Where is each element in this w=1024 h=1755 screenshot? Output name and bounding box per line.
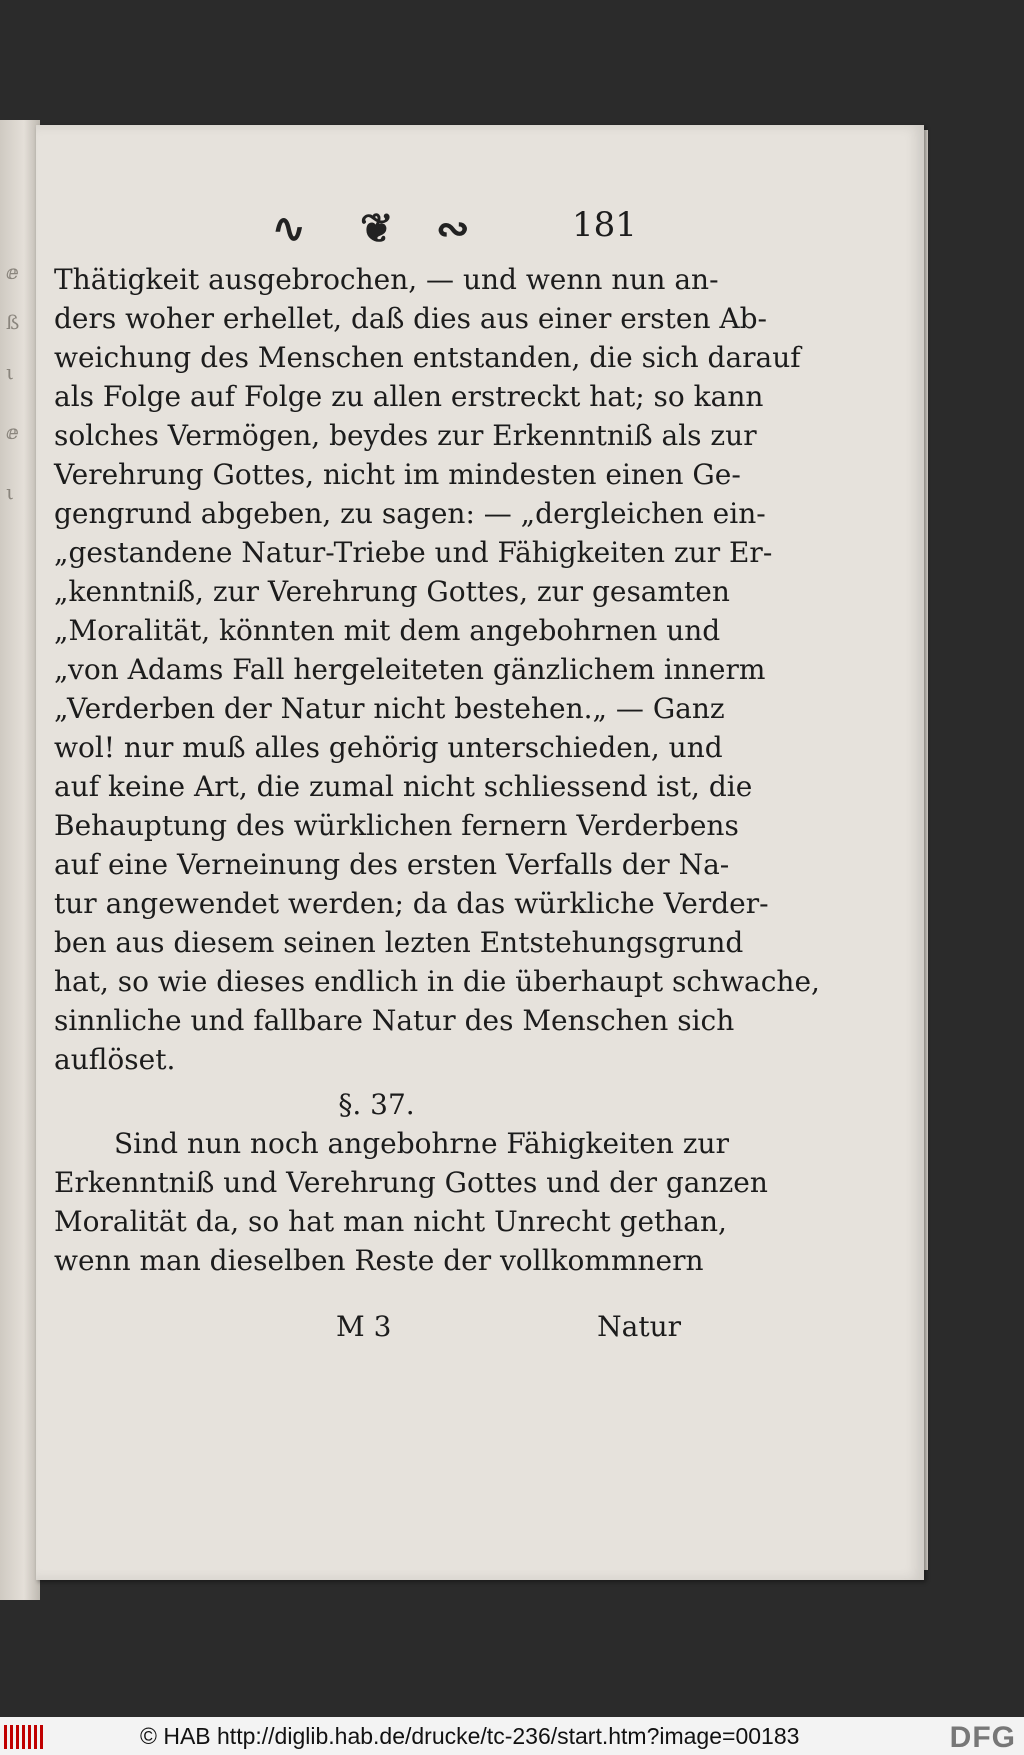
- text-line: wenn man dieselben Reste der vollkommnern: [54, 1244, 704, 1277]
- header-ornament-right: ∾: [436, 205, 470, 252]
- text-line: ders woher erhellet, daß dies aus einer ersten Ab-: [54, 302, 767, 335]
- text-line: auf keine Art, die zumal nicht schliessend ist, die: [54, 770, 753, 803]
- page-footer: [336, 1310, 681, 1350]
- text-line: „kenntniß, zur Verehrung Gottes, zur gesamten: [54, 575, 730, 608]
- text-line: wol! nur muß alles gehörig unterschieden, und: [54, 731, 723, 764]
- text-line: solches Vermögen, beydes zur Erkenntniß als zur: [54, 419, 757, 452]
- text-line: Behauptung des würklichen fernern Verderbens: [54, 809, 739, 842]
- text-line: auf eine Verneinung des ersten Verfalls der Na-: [54, 848, 730, 881]
- book-page: [36, 125, 924, 1580]
- text-line: „gestandene Natur-Triebe und Fähigkeiten zur Er-: [54, 536, 773, 569]
- signature-mark: M 3: [336, 1310, 392, 1343]
- text-line: als Folge auf Folge zu allen erstreckt hat; so kann: [54, 380, 764, 413]
- text-line: „Verderben der Natur nicht bestehen.„ — Ganz: [54, 692, 725, 725]
- strip-mark: ι: [6, 360, 14, 384]
- header-ornament-center: ❦: [360, 205, 394, 252]
- attribution-bar: [0, 1717, 1024, 1755]
- text-line: Erkenntniß und Verehrung Gottes und der ganzen: [54, 1166, 768, 1199]
- text-line: „Moralität, könnten mit dem angebohrnen und: [54, 614, 721, 647]
- body-text: [54, 260, 820, 1280]
- catchword: Natur: [597, 1310, 681, 1343]
- text-line: weichung des Menschen entstanden, die sich darauf: [54, 341, 801, 374]
- text-line: Verehrung Gottes, nicht im mindesten einen Ge-: [54, 458, 741, 491]
- text-line: auflöset.: [54, 1043, 176, 1076]
- header-ornament-left: ∿: [272, 205, 306, 252]
- strip-mark: ß: [6, 310, 20, 334]
- text-line: Thätigkeit ausgebrochen, — und wenn nun an-: [54, 263, 719, 296]
- text-line: gengrund abgeben, zu sagen: — „dergleichen ein-: [54, 497, 766, 530]
- text-line: sinnliche und fallbare Natur des Menschen sich: [54, 1004, 735, 1037]
- strip-mark: ⅇ: [6, 260, 19, 284]
- text-line: Moralität da, so hat man nicht Unrecht gethan,: [54, 1205, 727, 1238]
- text-line: hat, so wie dieses endlich in die überhaupt schwache,: [54, 965, 820, 998]
- text-line: tur angewendet werden; da das würkliche Verder-: [54, 887, 769, 920]
- strip-mark: ι: [6, 480, 14, 504]
- barcode-icon: [4, 1725, 46, 1749]
- text-line: Sind nun noch angebohrne Fähigkeiten zur: [114, 1127, 729, 1160]
- strip-mark: ⅇ: [6, 420, 19, 444]
- section-heading: §. 37.: [338, 1088, 415, 1121]
- text-line: ben aus diesem seinen lezten Entstehungsgrund: [54, 926, 744, 959]
- text-line: „von Adams Fall hergeleiteten gänzlichem innerm: [54, 653, 766, 686]
- page-number: 181: [572, 205, 637, 245]
- dfg-logo: DFG: [949, 1721, 1016, 1754]
- adjacent-page-strip: [0, 120, 40, 1600]
- attribution-link[interactable]: © HAB http://diglib.hab.de/drucke/tc-236/start.htm?image=00183: [140, 1723, 800, 1749]
